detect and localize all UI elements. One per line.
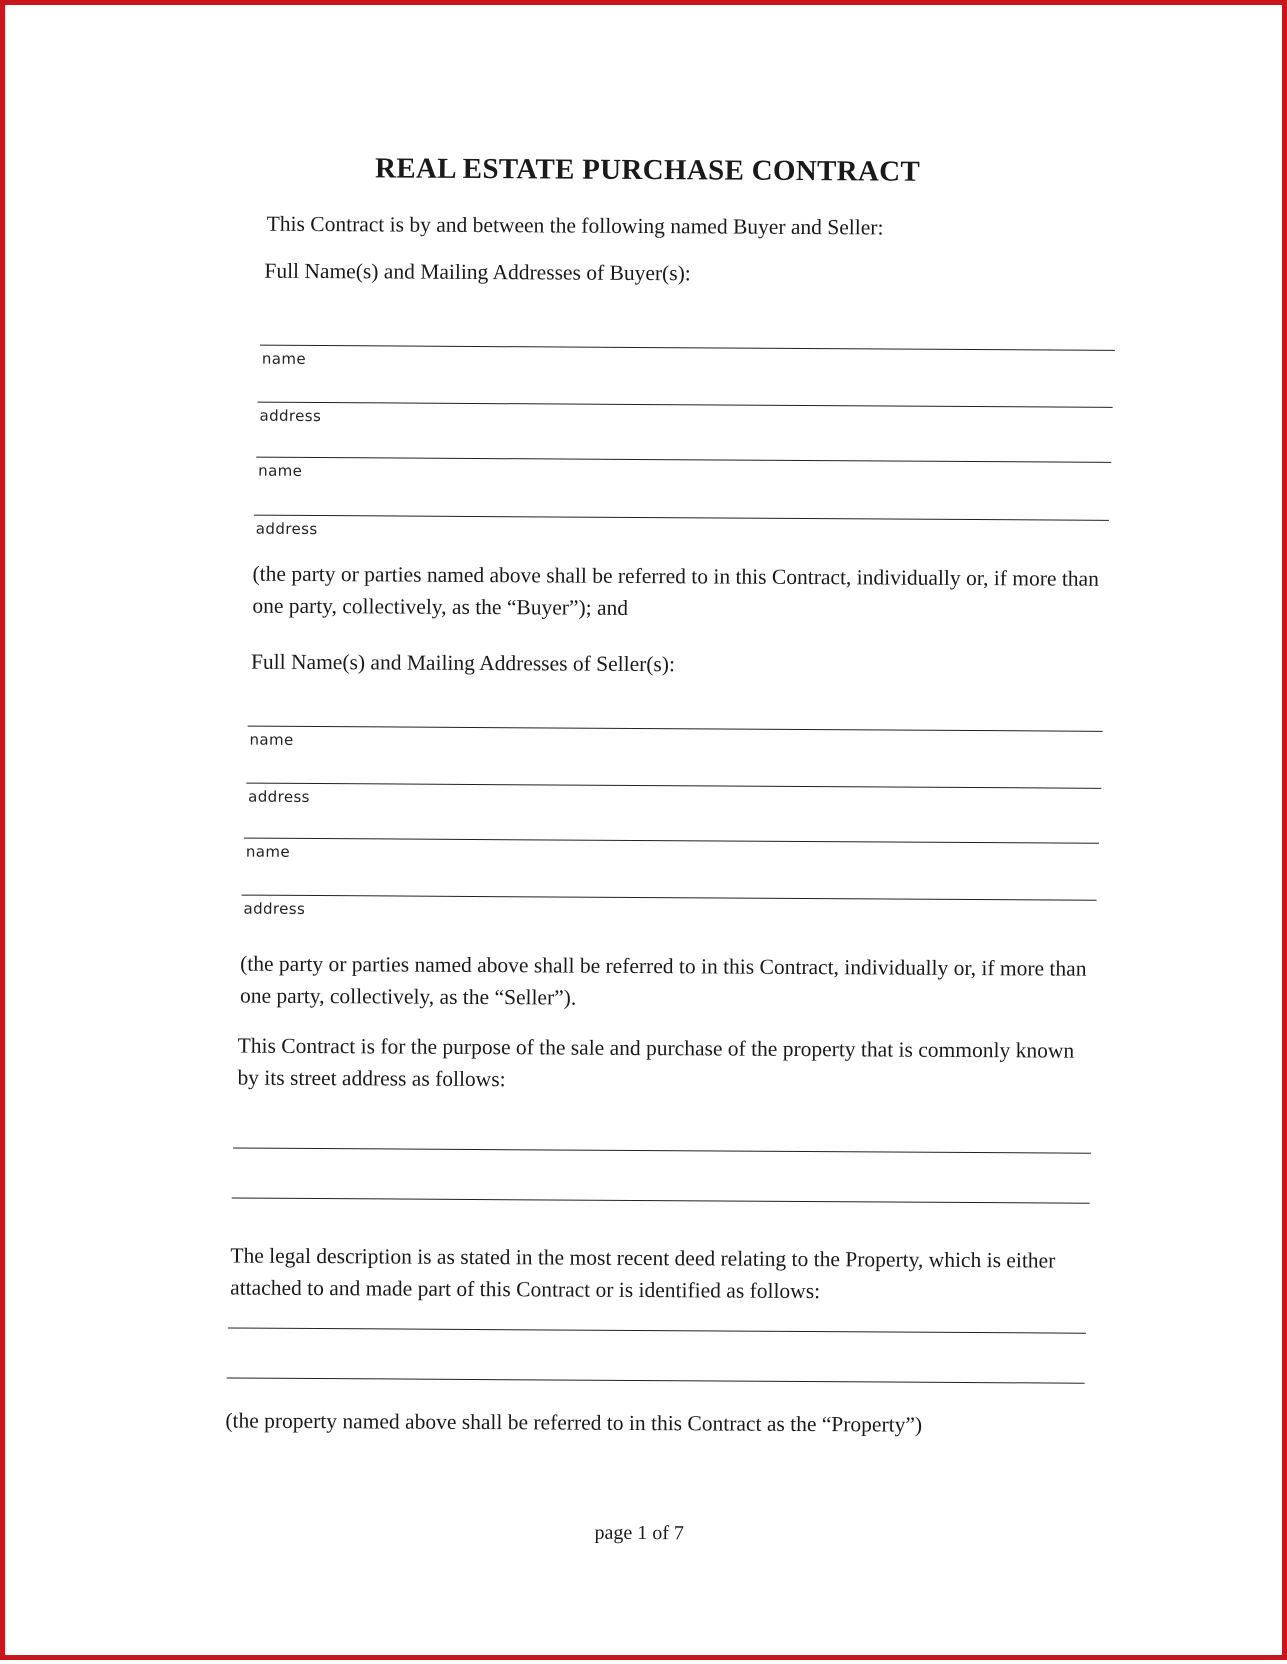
intro-text: This Contract is by and between the following named Buyer and Seller: — [266, 211, 884, 240]
blank-rule — [248, 726, 1103, 732]
field-caption: name — [249, 730, 294, 749]
seller-address-line-2[interactable] — [241, 895, 1096, 930]
blank-rule — [232, 1198, 1090, 1204]
field-caption: address — [243, 899, 306, 918]
blank-rule — [258, 402, 1113, 408]
buyer-name-line-1[interactable] — [260, 345, 1115, 380]
field-caption: address — [259, 406, 322, 426]
field-caption: name — [245, 842, 291, 861]
blank-rule — [242, 895, 1097, 901]
legal-description-line-1[interactable] — [228, 1327, 1086, 1362]
blank-rule — [228, 1327, 1086, 1333]
page-number: page 1 of 7 — [594, 1521, 684, 1545]
blank-rule — [256, 457, 1111, 463]
field-caption: name — [261, 349, 307, 368]
buyer-note: (the party or parties named above shall be referred to in this Contract, individually or, if more than one party, collectively, as the “Buyer”); and — [252, 561, 1099, 620]
field-caption: name — [258, 461, 303, 480]
buyer-heading: Full Name(s) and Mailing Addresses of Buyer(s): — [264, 258, 691, 286]
seller-name-line-2[interactable] — [244, 838, 1099, 873]
buyer-name-line-2[interactable] — [256, 457, 1111, 492]
field-caption: address — [248, 787, 310, 806]
buyer-address-line-1[interactable] — [257, 402, 1112, 437]
seller-note: (the party or parties named above shall be referred to in this Contract, individually or, if more than one party, collectively, as the “Seller”). — [239, 951, 1087, 1010]
legal-description: The legal description is as stated in the most recent deed relating to the Property, which is either attached to and made part of this Contract or is identified as follows: — [230, 1243, 1056, 1304]
blank-rule — [254, 515, 1109, 521]
seller-name-line-1[interactable] — [247, 726, 1102, 761]
property-purpose: This Contract is for the purpose of the sale and purchase of the property that is commonly known by its street address as follows: — [237, 1033, 1075, 1092]
street-address-line-2[interactable] — [232, 1198, 1090, 1233]
blank-rule — [233, 1148, 1091, 1154]
blank-rule — [246, 783, 1101, 789]
property-note: (the property named above shall be referred to in this Contract as the “Property”) — [225, 1408, 923, 1437]
blank-rule — [244, 838, 1099, 844]
buyer-address-line-2[interactable] — [254, 515, 1109, 550]
blank-rule — [260, 345, 1115, 351]
field-caption: address — [255, 519, 318, 539]
document-title: REAL ESTATE PURCHASE CONTRACT — [374, 152, 921, 188]
blank-rule — [227, 1377, 1085, 1383]
seller-heading: Full Name(s) and Mailing Addresses of Seller(s): — [250, 649, 676, 677]
street-address-line-1[interactable] — [233, 1148, 1091, 1183]
seller-address-line-1[interactable] — [246, 783, 1101, 818]
